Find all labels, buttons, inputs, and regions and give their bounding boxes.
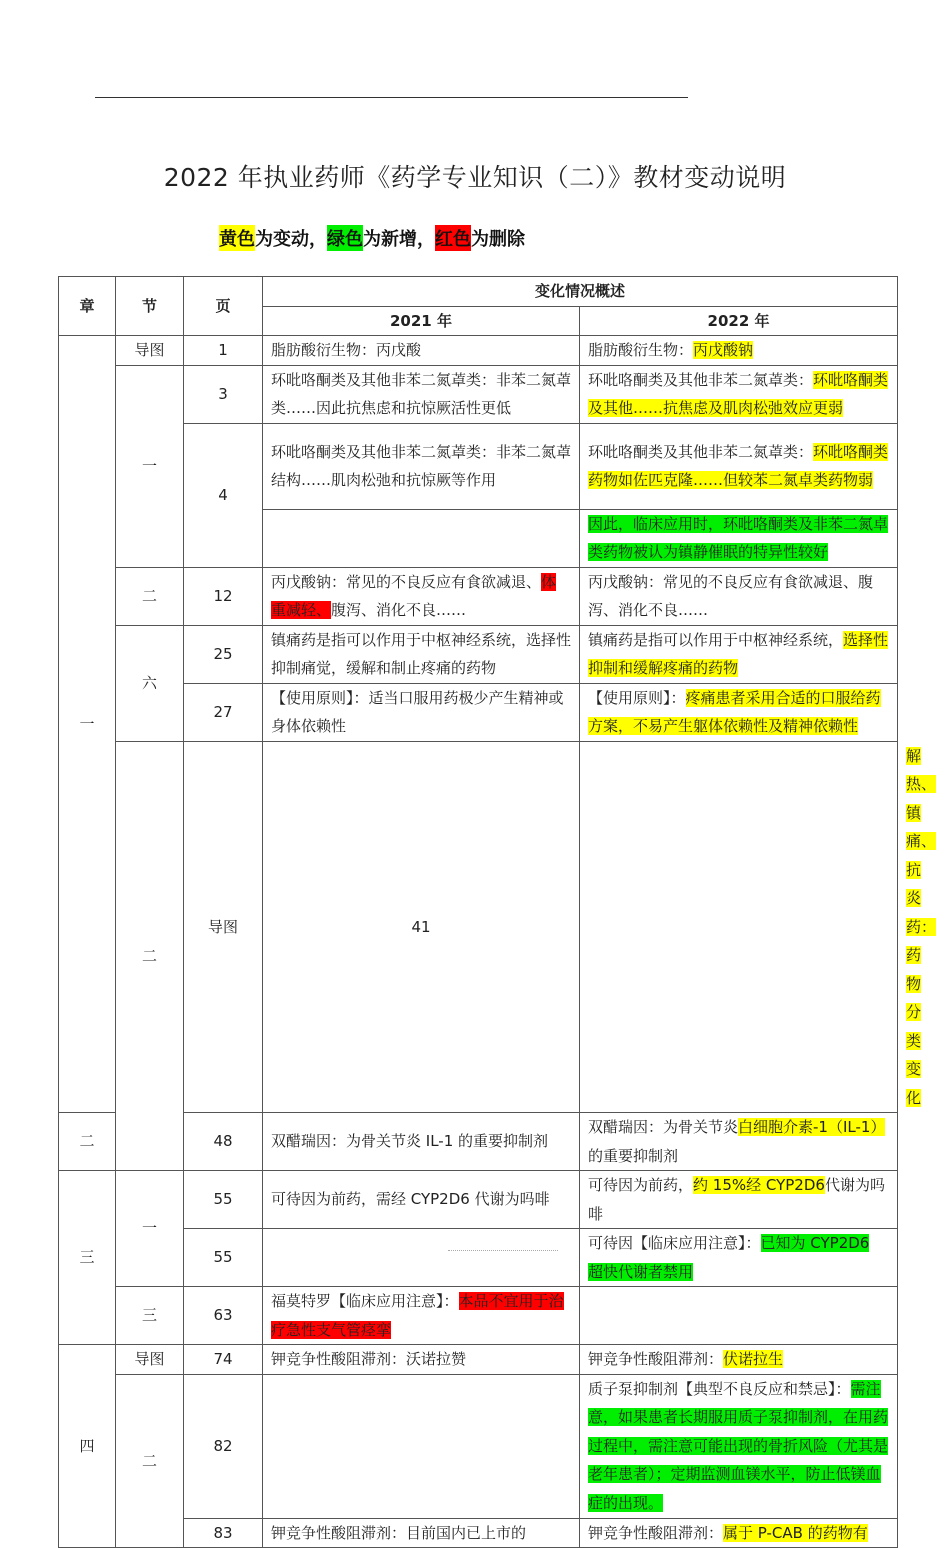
- section-cell: 二: [59, 1113, 116, 1171]
- new-cell: [580, 567, 898, 625]
- changed-text: 解热、镇痛、抗炎药：药物分类变化: [906, 746, 937, 1107]
- text-segment: 双醋瑞因：为骨关节炎: [588, 1118, 739, 1136]
- text-segment: 镇痛药是指可以作用于中枢神经系统，: [588, 630, 844, 649]
- footer-rule: [448, 1250, 558, 1251]
- added-text: 因此，临床应用时，环吡咯酮类及非苯二氮卓类药物被认为镇静催眠的特异性较好: [588, 514, 889, 561]
- old-cell: [263, 625, 580, 683]
- new-cell: [580, 1171, 898, 1229]
- old-cell: [263, 567, 580, 625]
- text-segment: 质子泵抑制剂【典型不良反应和禁忌】：: [588, 1379, 851, 1398]
- legend-red-label: 红色: [435, 225, 471, 251]
- text-segment: 环吡咯酮类及其他非苯二氮䓬类：非苯二氮䓬类……因此抗焦虑和抗惊厥活性更低: [271, 370, 572, 417]
- added-text: 已知为 CYP2D6 超快代谢者禁用: [588, 1234, 870, 1281]
- new-cell: [580, 509, 898, 567]
- page-cell: 3: [184, 365, 263, 423]
- changed-text: 丙戊酸钠: [693, 341, 754, 359]
- page-cell: 63: [184, 1287, 263, 1345]
- old-cell: [263, 509, 580, 567]
- text-segment: 脂肪酸衍生物：丙戊酸: [271, 341, 422, 359]
- old-cell: [263, 336, 580, 366]
- page-cell: 83: [184, 1518, 263, 1548]
- new-cell: [580, 1518, 898, 1548]
- old-cell: [263, 683, 580, 741]
- old-cell: [263, 1287, 580, 1345]
- section-cell: 二: [116, 567, 184, 625]
- legend-yellow-meaning: 为变动，: [255, 229, 327, 250]
- text-segment: 钾竞争性酸阻滞剂：: [588, 1350, 724, 1368]
- chapter-cell: 四: [59, 1345, 116, 1548]
- section-cell: 一: [116, 1171, 184, 1287]
- text-segment: 丙戊酸钠：常见的不良反应有食欲减退、: [271, 572, 542, 591]
- header-chapter: 章: [59, 277, 116, 336]
- old-cell: [263, 365, 580, 423]
- legend-green-meaning: 为新增，: [363, 229, 435, 250]
- text-segment: 代谢为吗啡: [588, 1176, 885, 1223]
- page-cell: 55: [184, 1171, 263, 1229]
- section-cell: 导图: [184, 741, 263, 1113]
- changed-text: 选择性抑制和缓解疼痛的药物: [588, 630, 889, 677]
- page-cell: 12: [184, 567, 263, 625]
- new-cell: [580, 683, 898, 741]
- new-cell: [580, 1229, 898, 1287]
- text-segment: 环吡咯酮类及其他非苯二氮䓬类：非苯二氮䓬结构……肌肉松弛和抗惊厥等作用: [271, 442, 572, 489]
- text-segment: 可待因为前药，: [588, 1176, 694, 1194]
- old-cell: [263, 1374, 580, 1518]
- changed-text: 伏诺拉生: [723, 1350, 784, 1368]
- section-cell: 导图: [116, 336, 184, 366]
- text-segment: 钾竞争性酸阻滞剂：: [588, 1523, 724, 1542]
- legend-yellow-label: 黄色: [219, 225, 255, 251]
- legend-green-label: 绿色: [327, 225, 363, 251]
- page-cell: 74: [184, 1345, 263, 1375]
- page-cell: 27: [184, 683, 263, 741]
- text-segment: 【使用原则】：: [588, 688, 686, 707]
- header-page: 页: [184, 277, 263, 336]
- changed-text: 环吡咯酮类及其他……抗焦虑及肌肉松弛效应更弱: [588, 370, 889, 417]
- text-segment: 【使用原则】：适当口服用药极少产生精神或身体依赖性: [271, 688, 564, 735]
- text-segment: 环吡咯酮类及其他非苯二氮䓬类：: [588, 442, 814, 461]
- changed-text: 环吡咯酮类药物如佐匹克隆……但较苯二氮卓类药物弱: [588, 442, 889, 489]
- text-segment: 双醋瑞因：为骨关节炎 IL-1 的重要抑制剂: [271, 1132, 549, 1151]
- new-cell: [580, 336, 898, 366]
- text-segment: 丙戊酸钠：常见的不良反应有食欲减退、腹泻、消化不良……: [588, 572, 874, 619]
- old-cell: [263, 1113, 580, 1171]
- new-cell: [580, 1287, 898, 1345]
- changed-text: 疼痛患者采用合适的口服给药方案，不易产生躯体依赖性及精神依赖性: [588, 688, 881, 735]
- text-segment: 的重要抑制剂: [588, 1146, 679, 1165]
- changed-text: 属于 P-CAB 的药物有: [723, 1523, 868, 1542]
- changes-table: [58, 276, 937, 1548]
- section-cell: 二: [116, 1374, 184, 1548]
- page-cell: 1: [184, 336, 263, 366]
- page-cell: 4: [184, 423, 263, 567]
- added-text: 需注意，如果患者长期服用质子泵抑制剂，在用药过程中，需注意可能出现的骨折风险（尤其是老年患者）；定期监测血镁水平，防止低镁血症的出现。: [588, 1379, 889, 1512]
- old-cell: [263, 1518, 580, 1548]
- header-section: 节: [116, 277, 184, 336]
- new-cell: [580, 1113, 898, 1171]
- deleted-text: 体重减轻、: [271, 572, 557, 619]
- chapter-cell: 二: [116, 741, 184, 1171]
- new-cell: [580, 1374, 898, 1518]
- header-rule: [95, 97, 688, 98]
- text-segment: 钾竞争性酸阻滞剂：沃诺拉赞: [271, 1350, 467, 1368]
- changed-text: 约 15%经 CYP2D6: [693, 1176, 825, 1194]
- section-cell: 导图: [116, 1345, 184, 1375]
- old-cell: [263, 1171, 580, 1229]
- text-segment: 福莫特罗【临床应用注意】：: [271, 1292, 459, 1310]
- page-cell: 41: [263, 741, 580, 1113]
- new-cell: [580, 625, 898, 683]
- header-summary: 变化情况概述: [263, 277, 898, 307]
- header-2021: 2021 年: [263, 306, 580, 336]
- text-segment: 脂肪酸衍生物：: [588, 341, 694, 359]
- section-cell: 三: [116, 1287, 184, 1345]
- text-segment: 腹泻、消化不良……: [331, 601, 467, 619]
- new-cell: [580, 423, 898, 509]
- old-cell: [580, 741, 898, 1113]
- old-cell: [263, 1345, 580, 1375]
- old-cell: [263, 1229, 580, 1287]
- text-segment: 镇痛药是指可以作用于中枢神经系统，选择性抑制痛觉，缓解和制止疼痛的药物: [271, 630, 572, 677]
- page-cell: 82: [184, 1374, 263, 1518]
- text-segment: 环吡咯酮类及其他非苯二氮䓬类：: [588, 370, 814, 389]
- deleted-text: 本品不宜用于治疗急性支气管痉挛: [271, 1292, 564, 1339]
- color-legend: [219, 225, 525, 251]
- section-cell: 六: [116, 625, 184, 741]
- page-cell: 48: [184, 1113, 263, 1171]
- legend-red-meaning: 为删除: [471, 229, 525, 250]
- page-title: 2022 年执业药师《药学专业知识（二）》教材变动说明: [163, 163, 787, 192]
- page-cell: 25: [184, 625, 263, 683]
- chapter-cell: 一: [59, 336, 116, 1113]
- header-2022: 2022 年: [580, 306, 898, 336]
- section-cell: 一: [116, 365, 184, 567]
- text-segment: 钾竞争性酸阻滞剂：目前国内已上市的: [271, 1523, 527, 1542]
- page-cell: 55: [184, 1229, 263, 1287]
- new-cell: [580, 365, 898, 423]
- new-cell: [580, 1345, 898, 1375]
- chapter-cell: 三: [59, 1171, 116, 1345]
- changed-text: 白细胞介素-1（IL-1）: [738, 1118, 886, 1136]
- old-cell: [263, 423, 580, 509]
- text-segment: 可待因【临床应用注意】：: [588, 1234, 761, 1252]
- text-segment: 可待因为前药，需经 CYP2D6 代谢为吗啡: [271, 1190, 550, 1209]
